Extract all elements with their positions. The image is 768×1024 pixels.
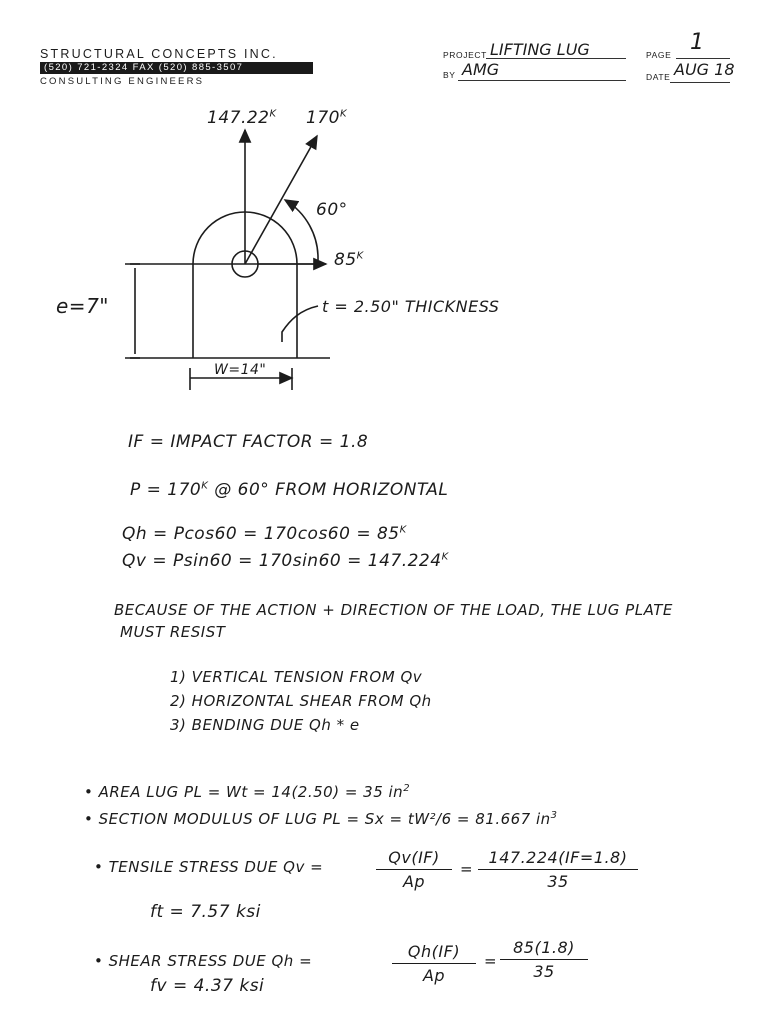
inclined-load-label: $170^K$ [306,108,348,128]
impact-factor-line: IF = IMPACT FACTOR = 1.8 [128,432,369,452]
tensile-equals: = [460,860,474,878]
by-value: AMG [462,60,500,79]
section-modulus-line: • SECTION MODULUS OF LUG PL = Sx = tW²/6 = 81.667 $in^3$ [84,810,558,828]
horizontal-load-label: $85^K$ [334,250,364,270]
width-label: W=14" [214,362,267,378]
company-name: STRUCTURAL CONCEPTS INC. [40,47,278,61]
page-label: PAGE [646,50,672,60]
date-label: DATE [646,72,671,82]
by-underline [458,80,626,81]
shear-equals: = [484,952,498,970]
area-line: • AREA LUG PL = Wt = 14(2.50) = 35 $in^2$ [84,783,411,801]
lug-diagram [0,100,768,410]
qv-line: $Qv = Psin60 = 170\sin 60 = 147.224^K$ [122,551,449,571]
resist-item-2: 2) HORIZONTAL SHEAR FROM Qh [170,692,432,710]
angle-label: 60° [316,200,348,220]
because-line-2: MUST RESIST [120,623,226,641]
thickness-leader [282,306,318,342]
shear-stress-label: • SHEAR STRESS DUE Qh = [94,952,313,970]
angle-arc [285,200,318,260]
thickness-label: t = 2.50" THICKNESS [322,297,500,316]
tensile-stress-label: • TENSILE STRESS DUE Qv = [94,858,324,876]
tensile-stress-result: ft = 7.57 ksi [150,902,261,922]
shear-fraction-values: 85(1.8) 35 [500,938,588,981]
resist-item-1: 1) VERTICAL TENSION FROM Qv [170,668,423,686]
project-label: PROJECT [443,50,487,60]
date-value: AUG 18 [674,60,735,79]
project-underline [486,58,626,59]
qh-line: $Qh = Pcos60 = 170\cos 60 = 85^K$ [122,524,407,544]
resist-item-3: 3) BENDING DUE Qh * e [170,716,360,734]
company-subtitle: CONSULTING ENGINEERS [40,76,205,87]
eccentricity-label: e=7" [56,294,109,318]
vertical-load-label: $147.22^K$ [207,108,277,128]
phone-fax-bar: (520) 721-2324 FAX (520) 885-3507 [40,62,313,74]
shear-stress-result: fv = 4.37 ksi [150,976,265,996]
tensile-fraction-values: 147.224(IF=1.8) 35 [478,848,638,891]
page-underline [676,58,730,59]
by-label: BY [443,70,456,80]
load-line: $P = 170^K$ @ 60° FROM HORIZONTAL [130,480,449,500]
page-value: 1 [690,30,704,55]
inclined-load-arrow [245,136,317,264]
because-line-1: BECAUSE OF THE ACTION + DIRECTION OF THE LOAD, THE LUG PLATE [114,601,673,619]
date-underline [670,82,730,83]
shear-fraction: Qh(IF) Ap [392,942,476,985]
tensile-fraction: Qv(IF) Ap [376,848,452,891]
project-value: LIFTING LUG [490,40,590,59]
